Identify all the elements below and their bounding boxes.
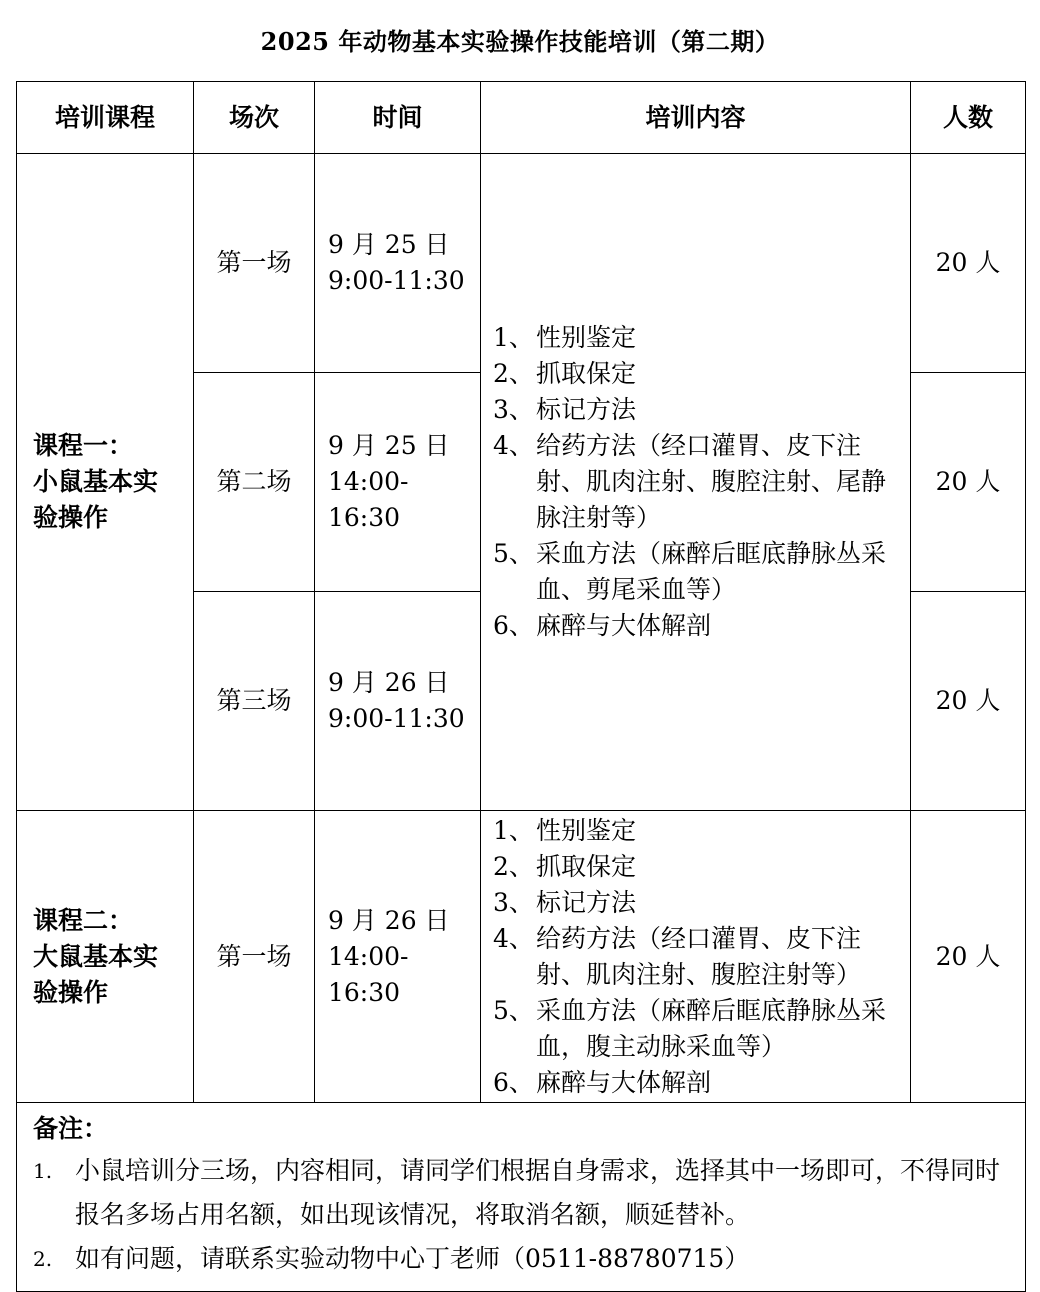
course2-name-line1: 课程二：: [33, 905, 134, 935]
note-item: [33, 1237, 1015, 1281]
header-content: 培训内容: [481, 82, 911, 154]
date-text: 9 月 25 日: [328, 230, 450, 259]
course2-name-line3: 验操作: [33, 977, 109, 1007]
item-text: 采血方法（麻醉后眶底静脉丛采血、剪尾采血等）: [536, 539, 887, 604]
course1-content-list: [493, 320, 910, 644]
course2-name-line2: 大鼠基本实: [33, 941, 159, 971]
time-text: 9:00-11:30: [328, 266, 465, 295]
item-number: 5、: [493, 539, 534, 568]
note-text: 小鼠培训分三场，内容相同，请同学们根据自身需求，选择其中一场即可，不得同时报名多场占用名额，如出现该情况，将取消名额，顺延替补。: [75, 1156, 1001, 1229]
course1-content-cell: [481, 154, 911, 811]
course2-content-list: [493, 813, 910, 1101]
session-cell: 第一场: [194, 154, 315, 373]
course1-name-line1: 课程一：: [33, 431, 134, 460]
note-number: 2.: [33, 1247, 53, 1271]
list-item: [493, 993, 910, 1065]
table-row: [17, 811, 1026, 1103]
item-text: 采血方法（麻醉后眶底静脉丛采血，腹主动脉采血等）: [536, 995, 887, 1061]
item-number: 4、: [493, 431, 534, 460]
document-title: 2025 年动物基本实验操作技能培训（第二期）: [260, 27, 780, 56]
item-number: 4、: [493, 923, 534, 953]
count-cell: 20 人: [911, 154, 1026, 373]
item-text: 麻醉与大体解剖: [536, 1067, 712, 1097]
item-text: 标记方法: [536, 887, 637, 917]
notes-row: [17, 1103, 1026, 1292]
time-text: 9:00-11:30: [328, 704, 465, 733]
time-cell: [315, 592, 481, 811]
list-item: [493, 921, 910, 993]
list-item: [493, 813, 910, 849]
item-text: 性别鉴定: [536, 323, 637, 352]
item-number: 1、: [493, 815, 534, 845]
note-number: 1.: [33, 1159, 53, 1183]
list-item: [493, 320, 910, 356]
header-time: 时间: [315, 82, 481, 154]
list-item: [493, 885, 910, 921]
course2-name-cell: [17, 811, 194, 1103]
time-cell: [315, 373, 481, 592]
list-item: [493, 608, 910, 644]
count-cell: 20 人: [911, 592, 1026, 811]
list-item: [493, 1065, 910, 1101]
item-number: 5、: [493, 995, 534, 1025]
item-number: 2、: [493, 851, 534, 881]
notes-cell: [17, 1103, 1026, 1292]
list-item: [493, 356, 910, 392]
item-text: 抓取保定: [536, 359, 637, 388]
header-count: 人数: [911, 82, 1026, 154]
item-number: 6、: [493, 611, 534, 640]
header-row: [17, 82, 1026, 154]
item-text: 抓取保定: [536, 851, 637, 881]
date-text: 9 月 25 日: [328, 431, 450, 460]
time-cell: [315, 154, 481, 373]
note-item: [33, 1149, 1015, 1237]
header-session: 场次: [194, 82, 315, 154]
note-text: 如有问题，请联系实验动物中心丁老师（0511-88780715）: [75, 1244, 750, 1273]
count-cell: 20 人: [911, 373, 1026, 592]
item-text: 给药方法（经口灌胃、皮下注射、肌肉注射、腹腔注射等）: [536, 923, 862, 989]
training-schedule-table: [16, 81, 1026, 1292]
item-text: 性别鉴定: [536, 815, 637, 845]
list-item: [493, 536, 910, 608]
course1-name-cell: [17, 154, 194, 811]
list-item: [493, 428, 910, 536]
course1-name-line3: 验操作: [33, 503, 109, 532]
course1-name-line2: 小鼠基本实: [33, 467, 159, 496]
date-text: 9 月 26 日: [328, 905, 450, 935]
item-number: 1、: [493, 323, 534, 352]
session-cell: 第二场: [194, 373, 315, 592]
time-text: 14:00-16:30: [328, 467, 409, 532]
item-number: 3、: [493, 395, 534, 424]
header-course: 培训课程: [17, 82, 194, 154]
notes-list: [33, 1149, 1015, 1281]
date-text: 9 月 26 日: [328, 668, 450, 697]
item-text: 标记方法: [536, 395, 637, 424]
item-text: 麻醉与大体解剖: [536, 611, 712, 640]
session-cell: 第三场: [194, 592, 315, 811]
list-item: [493, 392, 910, 428]
item-number: 2、: [493, 359, 534, 388]
item-number: 3、: [493, 887, 534, 917]
table-row: [17, 154, 1026, 373]
notes-title: 备注：: [33, 1114, 109, 1143]
list-item: [493, 849, 910, 885]
item-text: 给药方法（经口灌胃、皮下注射、肌肉注射、腹腔注射、尾静脉注射等）: [536, 431, 887, 532]
course2-content-cell: [481, 811, 911, 1103]
session-cell: 第一场: [194, 811, 315, 1103]
count-cell: 20 人: [911, 811, 1026, 1103]
time-cell: [315, 811, 481, 1103]
time-text: 14:00-16:30: [328, 941, 409, 1007]
item-number: 6、: [493, 1067, 534, 1097]
